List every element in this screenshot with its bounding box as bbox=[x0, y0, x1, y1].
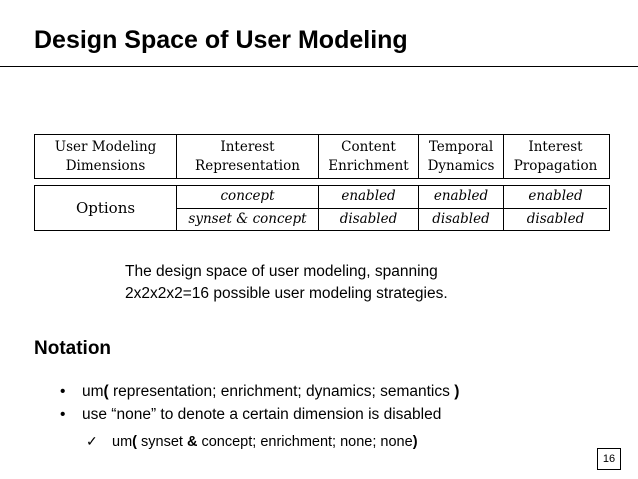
page-number: 16 bbox=[597, 448, 621, 470]
options-cell-propagation bbox=[503, 186, 607, 230]
option-value: enabled bbox=[341, 188, 396, 205]
title-divider bbox=[0, 66, 638, 67]
header-col-line1: Content bbox=[341, 138, 396, 155]
option-value: disabled bbox=[419, 208, 503, 231]
header-col-line2: Dynamics bbox=[427, 157, 495, 174]
header-dimensions-line1: User Modeling bbox=[54, 138, 157, 155]
option-value: enabled bbox=[528, 188, 583, 205]
header-col-line2: Representation bbox=[195, 157, 300, 174]
notation-list bbox=[60, 380, 459, 426]
bullet-text: use “none” to denote a certain dimension is disabled bbox=[82, 406, 442, 423]
slide-title: Design Space of User Modeling bbox=[34, 26, 408, 54]
list-item bbox=[60, 380, 459, 403]
checkmark-icon: ✓ bbox=[86, 433, 98, 449]
bullet-icon: • bbox=[60, 383, 66, 400]
options-label: Options bbox=[75, 198, 136, 217]
option-value: concept bbox=[220, 188, 275, 205]
notation-example bbox=[86, 433, 418, 450]
table-caption bbox=[125, 261, 448, 305]
bullet-icon: • bbox=[60, 406, 66, 423]
option-value: enabled bbox=[433, 188, 489, 205]
option-value: disabled bbox=[504, 208, 607, 231]
option-value: disabled bbox=[319, 208, 418, 231]
open-paren: ( bbox=[132, 434, 137, 450]
um-prefix: um bbox=[82, 383, 104, 400]
header-col-line2: Enrichment bbox=[328, 157, 409, 174]
header-col-line2: Propagation bbox=[513, 157, 598, 174]
header-col-line1: Interest bbox=[220, 138, 275, 155]
header-cell-representation bbox=[176, 135, 318, 178]
um-args: representation; enrichment; dynamics; semantics bbox=[108, 383, 455, 400]
header-cell-dynamics bbox=[418, 135, 503, 178]
header-col-line1: Interest bbox=[528, 138, 583, 155]
example-arg-a: synset bbox=[137, 434, 187, 450]
options-cell-enrichment bbox=[318, 186, 418, 230]
notation-heading: Notation bbox=[34, 338, 112, 359]
options-cell-representation bbox=[176, 186, 318, 230]
open-paren: ( bbox=[103, 383, 109, 400]
um-prefix: um bbox=[112, 434, 133, 450]
header-cell-dimensions bbox=[35, 135, 176, 178]
options-cell-dynamics bbox=[418, 186, 503, 230]
options-table bbox=[34, 185, 610, 231]
list-item bbox=[60, 403, 459, 426]
header-cell-propagation bbox=[503, 135, 607, 178]
close-paren: ) bbox=[454, 383, 460, 400]
dimensions-header-table bbox=[34, 134, 610, 179]
option-value: synset & concept bbox=[177, 208, 318, 231]
ampersand: & bbox=[186, 434, 198, 450]
close-paren: ) bbox=[412, 434, 418, 450]
header-dimensions-line2: Dimensions bbox=[65, 157, 146, 174]
caption-line1: The design space of user modeling, spanning bbox=[125, 263, 438, 280]
caption-line2: 2x2x2x2=16 possible user modeling strategies. bbox=[125, 285, 448, 302]
header-cell-enrichment bbox=[318, 135, 418, 178]
header-col-line1: Temporal bbox=[428, 138, 494, 155]
example-arg-b: concept; enrichment; none; none bbox=[197, 434, 413, 450]
